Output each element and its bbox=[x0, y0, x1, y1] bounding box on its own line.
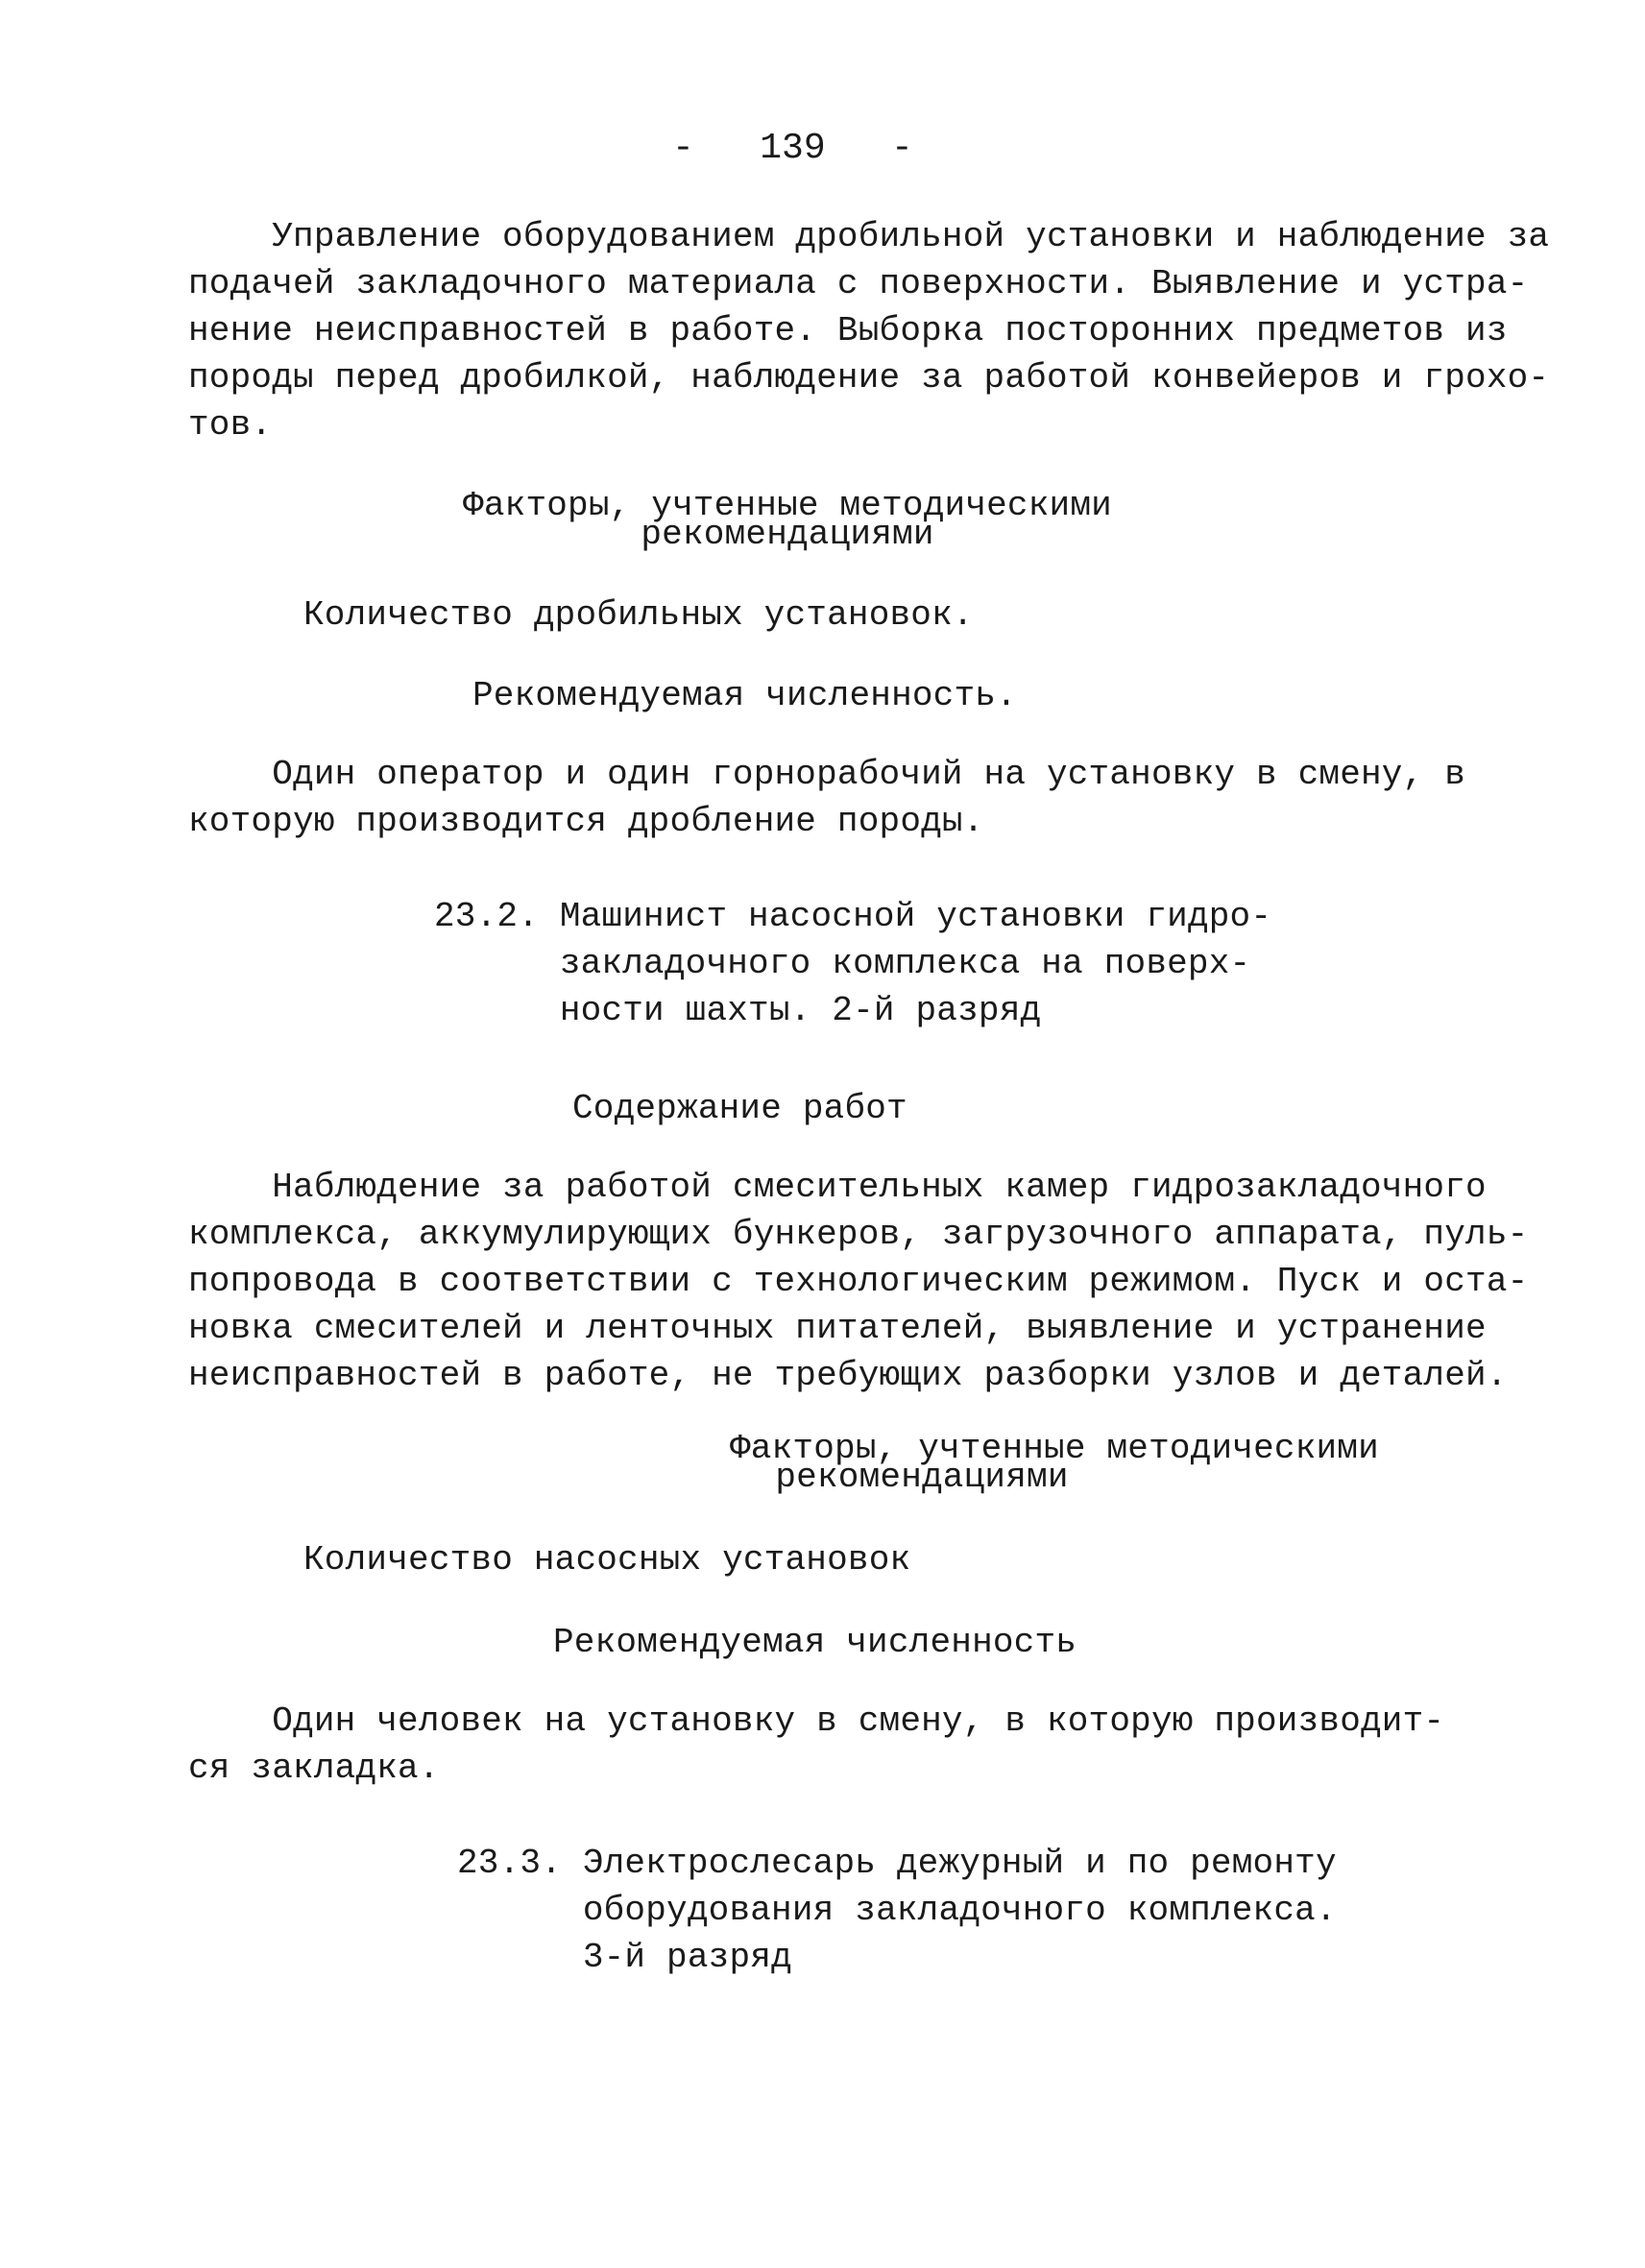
factors-heading-2-text: Факторы, учтенные методическими рекомендациями bbox=[730, 1429, 1379, 1497]
factors-heading-2 bbox=[730, 1429, 1379, 1497]
factors-heading-1: Факторы, учтенные методическими рекомендациями bbox=[463, 486, 1112, 554]
section-heading-23-3: 23.3. Электрослесарь дежурный и по ремонту оборудования закладочного комплекса. 3-й разряд bbox=[457, 1844, 1337, 1977]
paragraph-staffing-1: Один оператор и один горнорабочий на установку в смену, в которую производится дробление породы. bbox=[188, 755, 1466, 841]
work-content-heading: Содержание работ bbox=[572, 1089, 907, 1128]
paragraph-crusher-duties: Управление оборудованием дробильной установки и наблюдение за подачей закладочного материала с поверхности. Выявление и устра- нение неисправностей в работе. Выборка посторонних предметов из породы перед дробилкой, наблюдение за работой конвейеров и грохо- тов. bbox=[188, 217, 1550, 445]
section-heading-23-2: 23.2. Машинист насосной установки гидро- закладочного комплекса на поверх- ности шахты. 2-й разряд bbox=[434, 897, 1272, 1030]
factors-text-1: Количество дробильных установок. bbox=[303, 595, 974, 635]
page-number: - 139 - bbox=[672, 128, 913, 169]
recommended-heading-1: Рекомендуемая численность. bbox=[472, 676, 1017, 715]
recommended-heading-2: Рекомендуемая численность bbox=[553, 1623, 1077, 1662]
factors-text-2: Количество насосных установок bbox=[303, 1540, 911, 1580]
paragraph-pump-duties: Наблюдение за работой смесительных камер гидрозакладочного комплекса, аккумулирующих бункеров, загрузочного аппарата, пуль- попровода в соответствии с технологическим режимом. Пуск и оста- новка смесителей и ленточных питателей, выявление и устранение неисправностей в работе, не требующих разборки узлов и деталей. bbox=[188, 1168, 1529, 1395]
paragraph-staffing-2: Один человек на установку в смену, в которую производит- ся закладка. bbox=[188, 1701, 1445, 1788]
